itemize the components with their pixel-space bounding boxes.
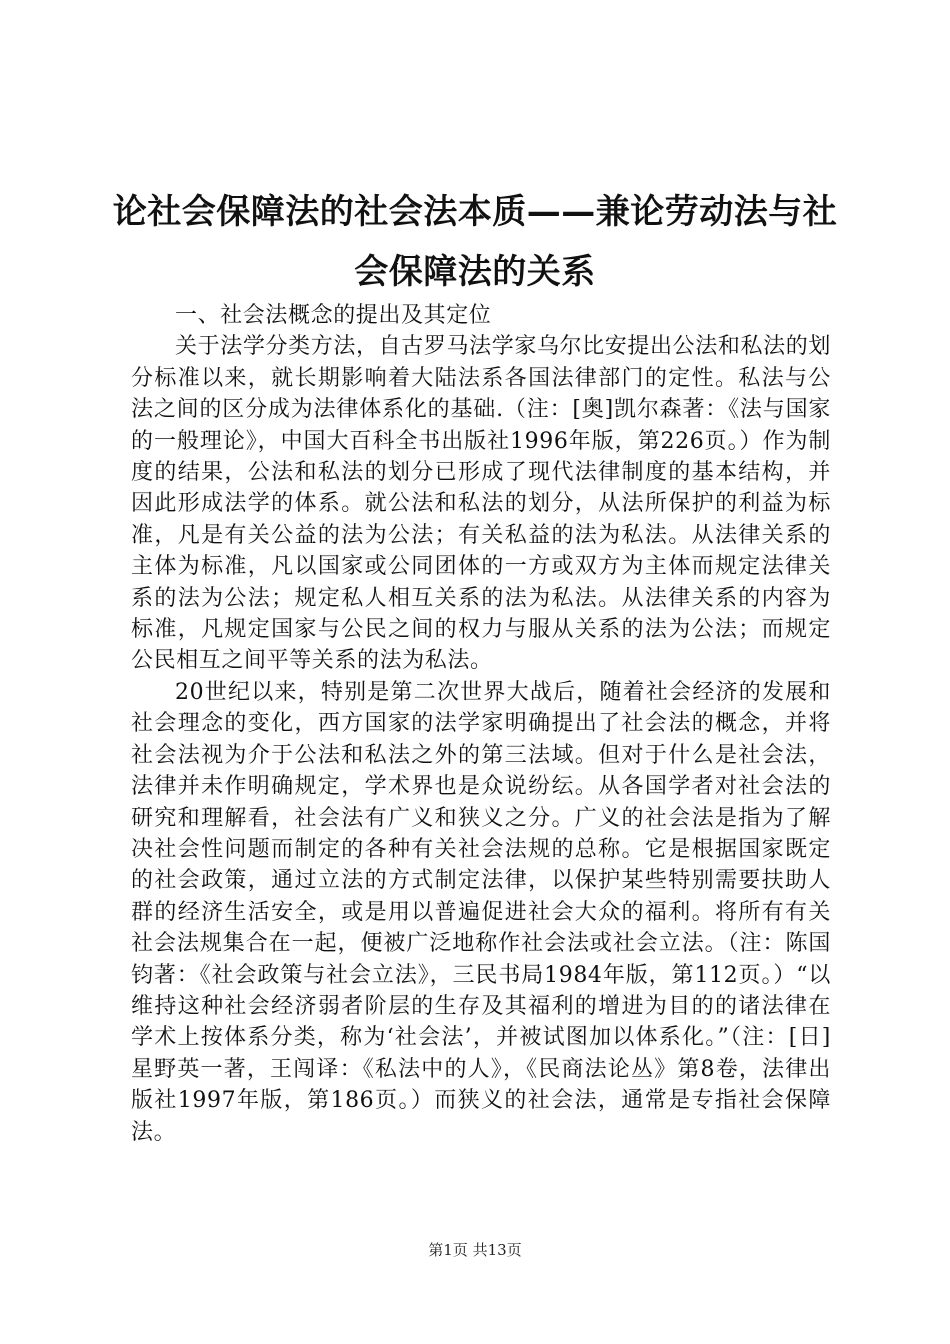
- page-footer: 第1页 共13页: [428, 1241, 522, 1259]
- document-title: 论社会保障法的社会法本质——兼论劳动法与社会保障法的关系: [112, 192, 838, 292]
- section-heading: 一、社会法概念的提出及其定位: [175, 303, 492, 328]
- body-paragraph: 关于法学分类方法，自古罗马法学家乌尔比安提出公法和私法的划分标准以来，就长期影响着大陆法系各国法律部门的定性。私法与公法之间的区分成为法律体系化的基础.（注：[奥]凯尔森著：《法与国家的一般理论》，中国大百科全书出版社1996年版，第226页。）作为制度的结果，公法和私法的划分已形成了现代法律制度的基本结构，并因此形成法学的体系。就公法和私法的划分，从法所保护的利益为标准，凡是有关公益的法为公法；有关私益的法为私法。从法律关系的主体为标准，凡以国家或公同团体的一方或双方为主体而规定法律关系的法为公法；规定私人相互关系的法为私法。从法律关系的内容为标准，凡规定国家与公民之间的权力与服从关系的法为公法；而规定公民相互之间平等关系的法为私法。: [131, 334, 831, 674]
- body-paragraph: 20世纪以来，特别是第二次世界大战后，随着社会经济的发展和社会理念的变化，西方国家的法学家明确提出了社会法的概念，并将社会法视为介于公法和私法之外的第三法域。但对于什么是社会法，法律并未作明确规定，学术界也是众说纷纭。从各国学者对社会法的研究和理解看，社会法有广义和狭义之分。广义的社会法是指为了解决社会性问题而制定的各种有关社会法规的总称。它是根据国家既定的社会政策，通过立法的方式制定法律，以保护某些特别需要扶助人群的经济生活安全，或是用以普遍促进社会大众的福利。将所有有关社会法规集合在一起，便被广泛地称作社会法或社会立法。（注：陈国钧著：《社会政策与社会立法》，三民书局1984年版，第112页。）“以维持这种社会经济弱者阶层的生存及其福利的增进为目的的诸法律在学术上按体系分类，称为‘社会法’，并被试图加以体系化。”（注：[日]星野英一著，王闯译：《私法中的人》，《民商法论丛》第8卷，法律出版社1997年版，第186页。）而狭义的社会法，通常是专指社会保障法。: [131, 679, 831, 1145]
- document-body: [131, 300, 831, 1148]
